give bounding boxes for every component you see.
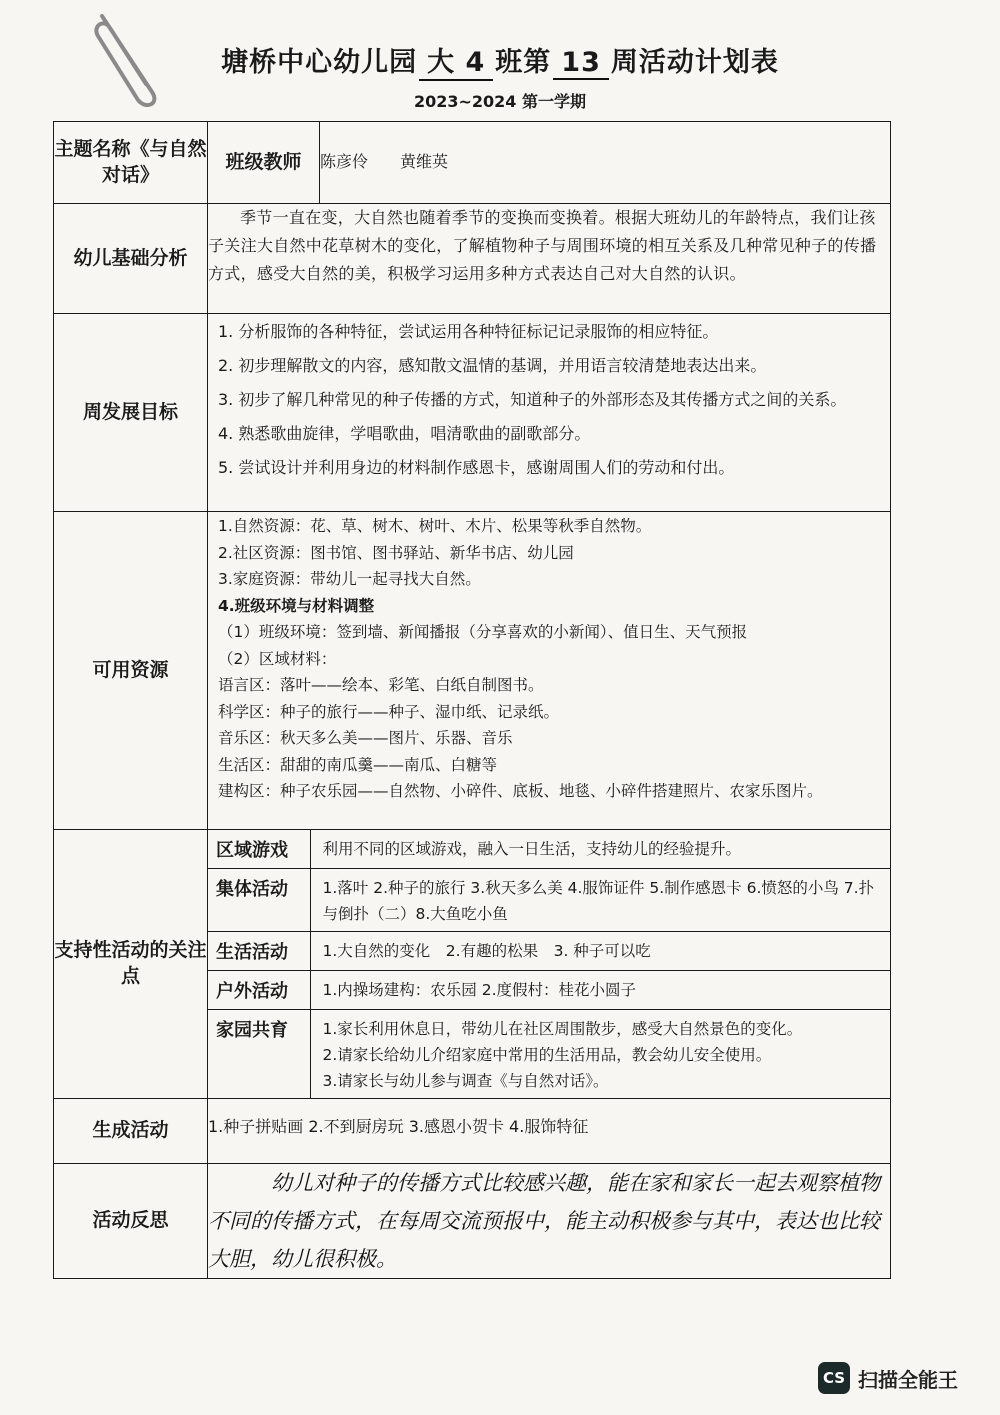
support-line: 2.请家长给幼儿介绍家庭中常用的生活用品，教会幼儿安全使用。 bbox=[322, 1046, 772, 1064]
theme-label: 主题名称《与自然对话》 bbox=[54, 122, 208, 204]
resource-line: 科学区：种子的旅行——种子、湿巾纸、记录纸。 bbox=[218, 702, 560, 721]
support-row-content: 1.大自然的变化 2.有趣的松果 3. 种子可以吃 bbox=[310, 932, 890, 971]
resource-line: 音乐区：秋天多么美——图片、乐器、音乐 bbox=[218, 729, 513, 747]
resource-line: 2.社区资源：图书馆、图书驿站、新华书店、幼儿园 bbox=[218, 543, 574, 562]
support-row-content: 1.内操场建构：农乐园 2.度假村：桂花小圆子 bbox=[310, 971, 890, 1010]
week-value: 13 bbox=[553, 47, 609, 80]
resource-line: 4.班级环境与材料调整 bbox=[218, 596, 375, 615]
document-title bbox=[0, 40, 1000, 81]
support-table bbox=[208, 830, 890, 1098]
goal-item: 5. 尝试设计并利用身边的材料制作感恩卡，感谢周围人们的劳动和付出。 bbox=[218, 458, 735, 477]
title-prefix: 塘桥中心幼儿园 bbox=[221, 47, 418, 78]
weekly-plan-table bbox=[53, 121, 891, 1279]
class-value: 大 4 bbox=[419, 40, 493, 81]
title-mid: 班第 bbox=[495, 47, 552, 78]
resource-line: 3.家庭资源：带幼儿一起寻找大自然。 bbox=[218, 570, 481, 588]
goal-item: 4. 熟悉歌曲旋律，学唱歌曲，唱清歌曲的副歌部分。 bbox=[218, 424, 591, 443]
teacher-names: 陈彦伶 黄维英 bbox=[320, 122, 891, 204]
title-suffix: 周活动计划表 bbox=[610, 47, 779, 78]
generated-text: 1.种子拼贴画 2.不到厨房玩 3.感恩小贺卡 4.服饰特征 bbox=[208, 1099, 891, 1164]
goal-item: 1. 分析服饰的各种特征，尝试运用各种特征标记记录服饰的相应特征。 bbox=[218, 322, 719, 341]
support-row-label: 区域游戏 bbox=[208, 830, 310, 869]
camscanner-watermark bbox=[818, 1362, 958, 1394]
analysis-label: 幼儿基础分析 bbox=[54, 204, 208, 314]
support-row-content: 利用不同的区域游戏，融入一日生活，支持幼儿的经验提升。 bbox=[310, 830, 890, 869]
support-row-label: 生活活动 bbox=[208, 932, 310, 971]
support-row-content: 1.落叶 2.种子的旅行 3.秋天多么美 4.服饰证件 5.制作感恩卡 6.愤怒的小鸟 7.扑与倒扑（二）8.大鱼吃小鱼 bbox=[310, 869, 890, 932]
support-row-label: 家园共育 bbox=[208, 1010, 310, 1099]
resource-line: 1.自然资源：花、草、树木、树叶、木片、松果等秋季自然物。 bbox=[218, 517, 652, 535]
resource-line: 生活区：甜甜的南瓜羹——南瓜、白糖等 bbox=[218, 755, 498, 774]
resource-line: （2）区域材料： bbox=[218, 649, 337, 668]
resource-line: 语言区：落叶——绘本、彩笔、白纸自制图书。 bbox=[218, 676, 544, 694]
resource-line: 建构区：种子农乐园——自然物、小碎件、底板、地毯、小碎件搭建照片、农家乐图片。 bbox=[218, 782, 823, 800]
resource-line: （1）班级环境：签到墙、新闻播报（分享喜欢的小新闻）、值日生、天气预报 bbox=[218, 623, 748, 641]
semester-label: 2023~2024 第一学期 bbox=[413, 92, 587, 111]
goal-item: 2. 初步理解散文的内容，感知散文温情的基调，并用语言较清楚地表达出来。 bbox=[218, 356, 767, 375]
support-label: 支持性活动的关注点 bbox=[54, 830, 208, 1099]
reflection-text: 幼儿对种子的传播方式比较感兴趣，能在家和家长一起去观察植物不同的传播方式，在每周交流预报中，能主动积极参与其中，表达也比较大胆，幼儿很积极。 bbox=[208, 1164, 891, 1279]
goal-item: 3. 初步了解几种常见的种子传播的方式，知道种子的外部形态及其传播方式之间的关系。 bbox=[218, 390, 847, 409]
camscanner-name: 扫描全能王 bbox=[858, 1367, 958, 1392]
resources-label: 可用资源 bbox=[54, 512, 208, 830]
support-line: 1.家长利用休息日，带幼儿在社区周围散步，感受大自然景色的变化。 bbox=[322, 1020, 803, 1038]
analysis-text: 季节一直在变，大自然也随着季节的变换而变换着。根据大班幼儿的年龄特点，我们让孩子关注大自然中花草树木的变化，了解植物种子与周围环境的相互关系及几种常见种子的传播方式，感受大自然的美，积极学习运用多种方式表达自己对大自然的认识。 bbox=[208, 204, 891, 314]
support-row-label: 户外活动 bbox=[208, 971, 310, 1010]
support-row-content bbox=[310, 1010, 890, 1099]
support-line: 3.请家长与幼儿参与调查《与自然对话》。 bbox=[322, 1072, 609, 1090]
support-row-label: 集体活动 bbox=[208, 869, 310, 932]
goals-list bbox=[208, 314, 891, 512]
resources-list bbox=[208, 512, 891, 830]
teacher-label: 班级教师 bbox=[208, 122, 320, 204]
goals-label: 周发展目标 bbox=[54, 314, 208, 512]
generated-label: 生成活动 bbox=[54, 1099, 208, 1164]
reflection-label: 活动反思 bbox=[54, 1164, 208, 1279]
support-section bbox=[208, 830, 891, 1099]
camscanner-logo-icon: CS bbox=[818, 1362, 850, 1394]
